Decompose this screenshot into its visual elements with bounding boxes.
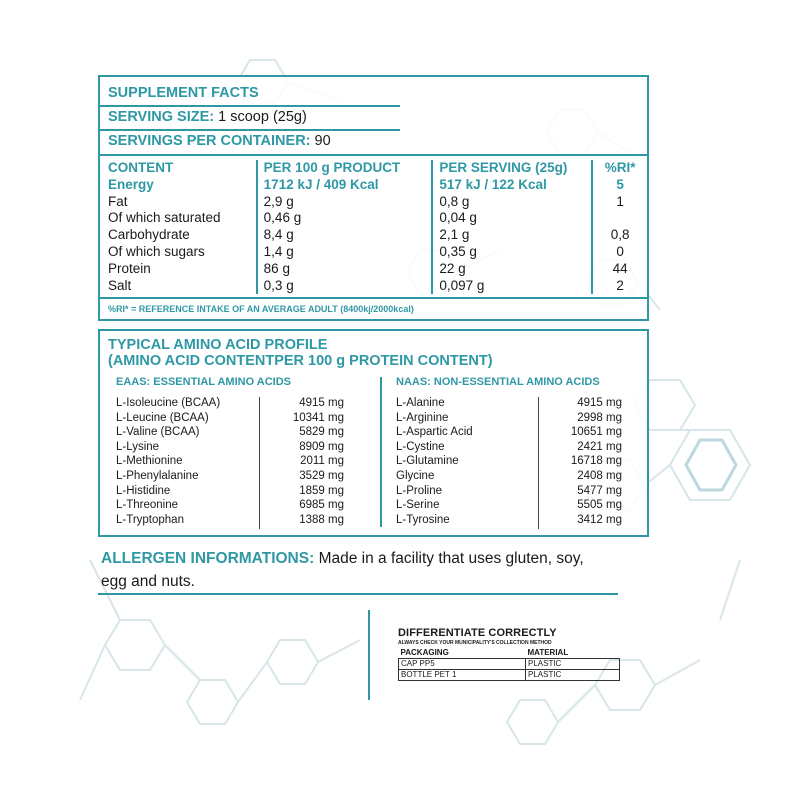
column-divider [380, 377, 382, 527]
nutrition-table [106, 160, 647, 294]
list-item [116, 485, 356, 500]
list-item [396, 412, 636, 427]
serving-size-label: SERVING SIZE: [108, 109, 215, 125]
amino-amount: 3529 mg [299, 469, 344, 482]
list-item [116, 514, 356, 529]
nutrient-row [106, 261, 647, 278]
nutrient-row [106, 227, 647, 244]
per-100g-value: 86 g [257, 261, 433, 278]
list-item [116, 499, 356, 514]
table-row [399, 659, 620, 670]
energy-row [106, 177, 647, 194]
list-item [396, 455, 636, 470]
amino-amount: 16718 mg [570, 455, 622, 468]
amino-amount: 2998 mg [577, 411, 622, 424]
packaging-cell: CAP PP5 [399, 659, 526, 670]
list-item [396, 426, 636, 441]
amino-amount: 6985 mg [299, 499, 344, 512]
amino-amount: 2408 mg [577, 469, 622, 482]
list-item [396, 485, 636, 500]
table-row [399, 670, 620, 681]
per-serving-value: 0,8 g [432, 194, 592, 211]
eaas-list [116, 397, 356, 528]
ri-value: 5 [592, 177, 647, 194]
amino-name: L-Threonine [116, 499, 179, 512]
amino-name: L-Glutamine [396, 455, 459, 468]
nutrient-name: Protein [108, 260, 151, 276]
divider [100, 105, 400, 107]
divider [100, 297, 649, 299]
amino-acid-profile-panel [98, 329, 649, 537]
per-serving-value: 22 g [432, 261, 592, 278]
amino-name: L-Tyrosine [396, 513, 450, 526]
per-100g-value: 1,4 g [257, 244, 433, 261]
per-100g-value: 0,3 g [257, 278, 433, 295]
allergen-label: ALLERGEN INFORMATIONS: [101, 550, 315, 567]
ri-value: 2 [592, 278, 647, 295]
servings-per-container-row [108, 133, 331, 149]
amino-name: L-Proline [396, 484, 443, 497]
amino-amount: 3412 mg [577, 513, 622, 526]
nutrient-name: Carbohydrate [108, 227, 190, 243]
list-item [396, 514, 636, 529]
amino-title: TYPICAL AMINO ACID PROFILE [108, 337, 328, 353]
nutrient-row [106, 244, 647, 261]
amino-amount: 5505 mg [577, 499, 622, 512]
per-100g-value: 8,4 g [257, 227, 433, 244]
allergen-text-line1: Made in a facility that uses gluten, soy, [318, 550, 584, 567]
amino-amount: 2011 mg [300, 455, 344, 468]
amino-amount: 10341 mg [292, 411, 344, 424]
list-item [116, 470, 356, 485]
amino-amount: 8909 mg [299, 440, 344, 453]
amino-name: L-Lysine [116, 440, 160, 453]
amino-subtitle: (AMINO ACID CONTENTPER 100 g PROTEIN CONTENT) [108, 353, 493, 369]
list-item [116, 412, 356, 427]
naas-heading: NAAS: NON-ESSENTIAL AMINO ACIDS [396, 376, 600, 388]
supplement-facts-panel [98, 75, 649, 321]
recycling-header-row [399, 648, 620, 659]
amino-amount: 10651 mg [570, 426, 622, 439]
column-header: PER SERVING (25g) [432, 160, 592, 177]
column-header: MATERIAL [525, 648, 619, 659]
per-serving-value: 0,097 g [432, 278, 592, 295]
amino-amount: 4915 mg [577, 397, 622, 409]
list-item [116, 455, 356, 470]
amino-name: L-Isoleucine (BCAA) [116, 397, 221, 409]
amino-name: L-Phenylalanine [116, 469, 199, 482]
nutrient-row [106, 278, 647, 295]
list-item [116, 441, 356, 456]
material-cell: PLASTIC [525, 670, 619, 681]
nutrient-name: Energy [108, 176, 154, 192]
supplement-facts-title: SUPPLEMENT FACTS [108, 85, 259, 101]
amino-name: L-Alanine [396, 397, 445, 409]
amino-amount: 4915 mg [299, 397, 344, 409]
column-header: %RI* [592, 160, 647, 177]
amino-amount: 2421 mg [577, 440, 622, 453]
amino-name: L-Valine (BCAA) [116, 426, 200, 439]
amino-name: L-Tryptophan [116, 513, 184, 526]
divider [100, 129, 400, 131]
amino-amount: 1388 mg [299, 513, 344, 526]
nutrient-name: Of which sugars [108, 243, 205, 259]
amino-amount: 1859 mg [299, 484, 344, 497]
list-item [116, 397, 356, 412]
ri-value: 0 [592, 244, 647, 261]
nutrition-header-row [106, 160, 647, 177]
nutrient-name: Of which saturated [108, 210, 221, 226]
allergen-information [101, 547, 661, 593]
amino-name: Glycine [396, 469, 435, 482]
list-item [396, 499, 636, 514]
servings-label: SERVINGS PER CONTAINER: [108, 133, 311, 149]
amino-name: L-Leucine (BCAA) [116, 411, 209, 424]
nutrient-name: Salt [108, 277, 132, 293]
reference-intake-note: %RI* = REFERENCE INTAKE OF AN AVERAGE ADULT (8400kj/2000kcal) [108, 304, 414, 314]
divider [98, 593, 618, 595]
amino-name: L-Arginine [396, 411, 449, 424]
amino-name: L-Methionine [116, 455, 183, 468]
list-item [396, 470, 636, 485]
per-serving-value: 2,1 g [432, 227, 592, 244]
amino-name: L-Cystine [396, 440, 445, 453]
per-100g-value: 1712 kJ / 409 Kcal [257, 177, 433, 194]
column-header: CONTENT [108, 160, 174, 175]
ri-value [592, 210, 647, 227]
amino-amount: 5477 mg [577, 484, 622, 497]
divider [368, 610, 370, 700]
ri-value: 44 [592, 261, 647, 278]
divider [100, 154, 649, 156]
nutrient-row [106, 194, 647, 211]
ri-value: 1 [592, 194, 647, 211]
nutrient-name: Fat [108, 193, 128, 209]
amino-name: L-Aspartic Acid [396, 426, 473, 439]
list-item [116, 426, 356, 441]
amino-name: L-Histidine [116, 484, 171, 497]
allergen-text-line2: egg and nuts. [101, 573, 195, 590]
recycling-title: DIFFERENTIATE CORRECTLY [398, 627, 557, 639]
serving-size-value: 1 scoop (25g) [218, 109, 307, 125]
naas-list [396, 397, 636, 528]
per-100g-value: 0,46 g [257, 210, 433, 227]
column-header: PER 100 g PRODUCT [257, 160, 433, 177]
eaas-heading: EAAS: ESSENTIAL AMINO ACIDS [116, 376, 291, 388]
list-item [396, 397, 636, 412]
list-item [396, 441, 636, 456]
per-serving-value: 0,35 g [432, 244, 592, 261]
per-100g-value: 2,9 g [257, 194, 433, 211]
ri-value: 0,8 [592, 227, 647, 244]
packaging-cell: BOTTLE PET 1 [399, 670, 526, 681]
recycling-info [398, 627, 620, 681]
serving-size-row [108, 109, 307, 125]
nutrient-row [106, 210, 647, 227]
per-serving-value: 0,04 g [432, 210, 592, 227]
recycling-table [398, 648, 620, 681]
amino-name: L-Serine [396, 499, 440, 512]
recycling-subtitle: ALWAYS CHECK YOUR MUNICIPALITY'S COLLECTION METHOD [398, 640, 552, 646]
servings-value: 90 [314, 133, 331, 149]
column-header: PACKAGING [399, 648, 526, 659]
amino-amount: 5829 mg [299, 426, 344, 439]
material-cell: PLASTIC [525, 659, 619, 670]
per-serving-value: 517 kJ / 122 Kcal [432, 177, 592, 194]
